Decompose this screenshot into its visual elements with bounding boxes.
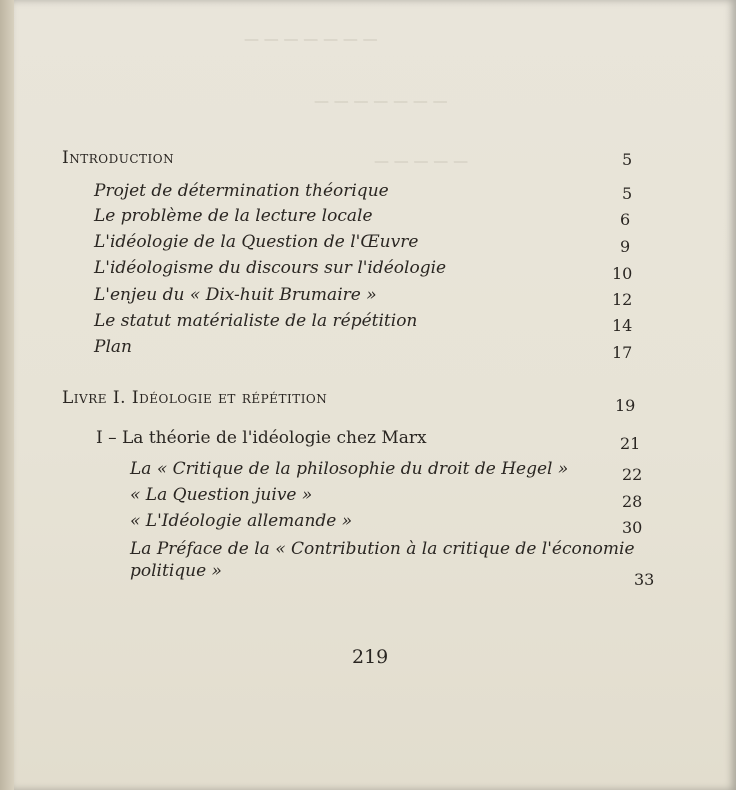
section-title-livre-1: Livre I. Idéologie et répétition [62, 388, 328, 408]
page-ref: 19 [615, 396, 636, 415]
page-ref: 17 [612, 343, 633, 362]
page-ref: 21 [620, 434, 641, 453]
toc-entry: Le problème de la lecture locale [94, 206, 373, 226]
page-ref: 10 [612, 264, 633, 283]
page-ref: 12 [612, 290, 633, 309]
page-ref: 5 [622, 184, 633, 203]
toc-subentry: « L'Idéologie allemande » [130, 511, 353, 531]
page-ref: 14 [612, 316, 633, 335]
page-number: 219 [352, 646, 389, 668]
toc-subentry: La Préface de la « Contribution à la critique de l'économie [130, 539, 635, 559]
toc-entry: Le statut matérialiste de la répétition [94, 311, 418, 331]
toc-entry: Plan [94, 337, 132, 357]
book-page: — — — — — — — — — — — — — — — — — — — Introduction 5 Projet de détermination théorique 5 Le problème de la lecture locale 6 L'idéologie de la Question de l'Œuvre 9 L'idéologisme du discours sur l'idéologie 10 L'enjeu du « Dix-huit Brumaire » 12 Le statut matérialiste de la répétition 14 Plan 17 Livre I. Idéologie et répétition 19 I – La théorie de l'idéologie chez Marx 21 La « Critique de la philosophie du droit de Hegel » 22 « La Question juive » 28 « L'Idéologie allemande » 30 La Préface de la « Contribution à la critique de l'économie politique » 33 219 [14, 0, 736, 790]
toc-entry: L'enjeu du « Dix-huit Brumaire » [94, 285, 377, 305]
chapter-entry: I – La théorie de l'idéologie chez Marx [96, 428, 427, 448]
page-ref: 6 [620, 210, 631, 229]
page-ref: 28 [622, 492, 643, 511]
toc-subentry: « La Question juive » [130, 485, 313, 505]
toc-entry: L'idéologie de la Question de l'Œuvre [94, 232, 419, 252]
toc-subentry-continuation: politique » [130, 561, 222, 581]
page-ref: 30 [622, 518, 643, 537]
page-ref: 9 [620, 237, 631, 256]
toc-subentry: La « Critique de la philosophie du droit de Hegel » [130, 459, 569, 479]
page-edge [0, 0, 14, 790]
toc-entry: L'idéologisme du discours sur l'idéologie [94, 258, 447, 278]
page-ref: 22 [622, 465, 643, 484]
toc-entry: Projet de détermination théorique [94, 181, 389, 201]
page-ref: 5 [622, 150, 633, 169]
section-title-introduction: Introduction [62, 148, 175, 168]
page-ref: 33 [634, 570, 655, 589]
